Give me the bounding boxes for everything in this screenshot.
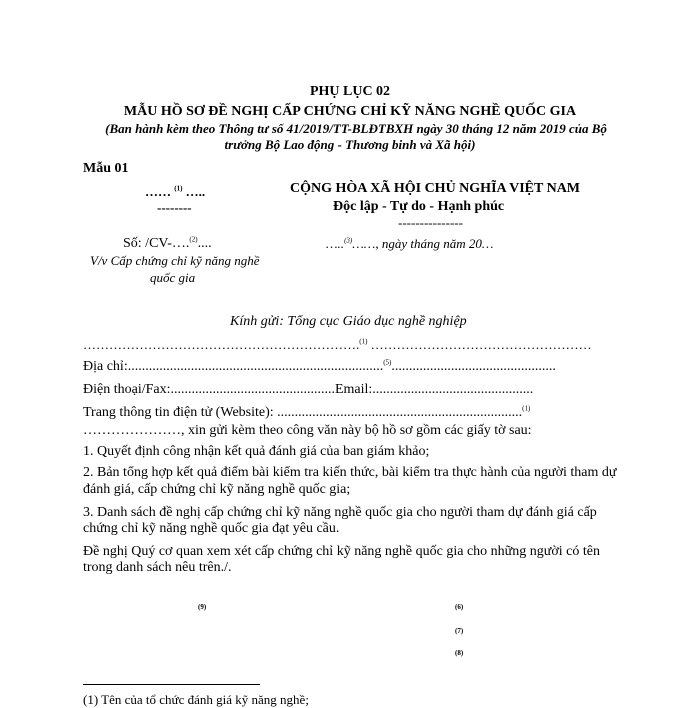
phone-email-line: Điện thoại/Fax:...............................................Email:.............................................. xyxy=(83,382,534,397)
recipient-footnote-mark: (1) xyxy=(359,337,368,346)
date-footnote-mark: (3) xyxy=(344,236,353,245)
subject-line1: V/v Cấp chứng chỉ kỹ năng nghề xyxy=(90,253,260,268)
signature-right-mark-2: (7) xyxy=(455,627,464,635)
list-item-2-line2: đánh giá, cấp chứng chỉ kỹ năng nghề quốc gia; xyxy=(83,482,351,497)
list-item-1: 1. Quyết định công nhận kết quả đánh giá của ban giám khảo; xyxy=(83,444,430,459)
address-footnote-mark: (5) xyxy=(383,358,392,367)
recipient-dots-left: ………………………………………………………. xyxy=(83,337,360,352)
subject-line2: quốc gia xyxy=(150,270,196,285)
footnote-separator xyxy=(83,684,260,685)
request-line1: Đề nghị Quý cơ quan xem xét cấp chứng chỉ kỹ năng nghề quốc gia cho những người có tên xyxy=(83,544,600,559)
org-name xyxy=(145,184,205,200)
list-item-2-line1: 2. Bản tổng hợp kết quả điểm bài kiểm tra kiến thức, bài kiểm tra thực hành của người tham dự xyxy=(83,465,617,480)
list-item-3-line1: 3. Danh sách đề nghị cấp chứng chỉ kỹ năng nghề quốc gia cho người tham dự đánh giá cấp xyxy=(83,505,597,520)
recipient-dotted-line xyxy=(83,337,592,353)
org-underline: -------- xyxy=(157,200,192,215)
org-name-text: …… xyxy=(145,184,175,199)
footnote-1: (1) Tên của tổ chức đánh giá kỹ năng nghề; xyxy=(83,692,309,707)
date-tail: ……, ngày tháng năm 20… xyxy=(352,236,494,251)
address-line xyxy=(83,359,556,375)
appendix-title: PHỤ LỤC 02 xyxy=(309,84,391,99)
address-tail: ............................................... xyxy=(391,359,556,374)
signature-left-mark: (9) xyxy=(198,603,207,611)
intro-line: …………………, xin gửi kèm theo công văn này bộ hồ sơ gồm các giấy tờ sau: xyxy=(83,423,532,438)
document-number-footnote-mark: (2) xyxy=(189,235,198,244)
issuance-note-line2: trưởng Bộ Lao động - Thương binh và Xã hội) xyxy=(224,137,476,152)
signature-right-mark-3: (8) xyxy=(455,649,464,657)
national-motto: Độc lập - Tự do - Hạnh phúc xyxy=(333,199,505,214)
website-line xyxy=(83,405,530,421)
form-title: MẪU HỒ SƠ ĐỀ NGHỊ CẤP CHỨNG CHỈ KỸ NĂNG NGHỀ QUỐC GIA xyxy=(123,104,577,119)
signature-right-mark-1: (6) xyxy=(455,603,464,611)
date-prefix: ….. xyxy=(326,236,345,251)
recipient-line: Kính gửi: Tổng cục Giáo dục nghề nghiệp xyxy=(230,314,467,329)
website-label: Trang thông tin điện tử (Website): ...................................................................... xyxy=(83,405,523,420)
issuance-note-line1: (Ban hành kèm theo Thông tư số 41/2019/TT-BLĐTBXH ngày 30 tháng 12 năm 2019 của Bộ xyxy=(105,121,607,136)
nation-title: CỘNG HÒA XÃ HỘI CHỦ NGHĨA VIỆT NAM xyxy=(290,181,581,196)
motto-underline: --------------- xyxy=(398,215,463,230)
form-label: Mẫu 01 xyxy=(83,161,129,176)
recipient-dots-right: …………………………………………… xyxy=(367,337,592,352)
document-number xyxy=(123,236,212,252)
document-number-tail: .... xyxy=(197,236,212,251)
address-label: Địa chỉ:......................................................................... xyxy=(83,359,384,374)
org-name-footnote-mark: (1) xyxy=(174,184,183,193)
request-line2: trong danh sách nêu trên./. xyxy=(83,560,232,575)
document-number-text: Số: /CV-…. xyxy=(123,236,190,251)
list-item-3-line2: chứng chỉ kỹ năng nghề quốc gia đạt yêu cầu. xyxy=(83,521,340,536)
website-footnote-mark: (1) xyxy=(522,404,531,413)
date-line xyxy=(326,236,493,252)
org-name-tail: ….. xyxy=(182,184,206,199)
